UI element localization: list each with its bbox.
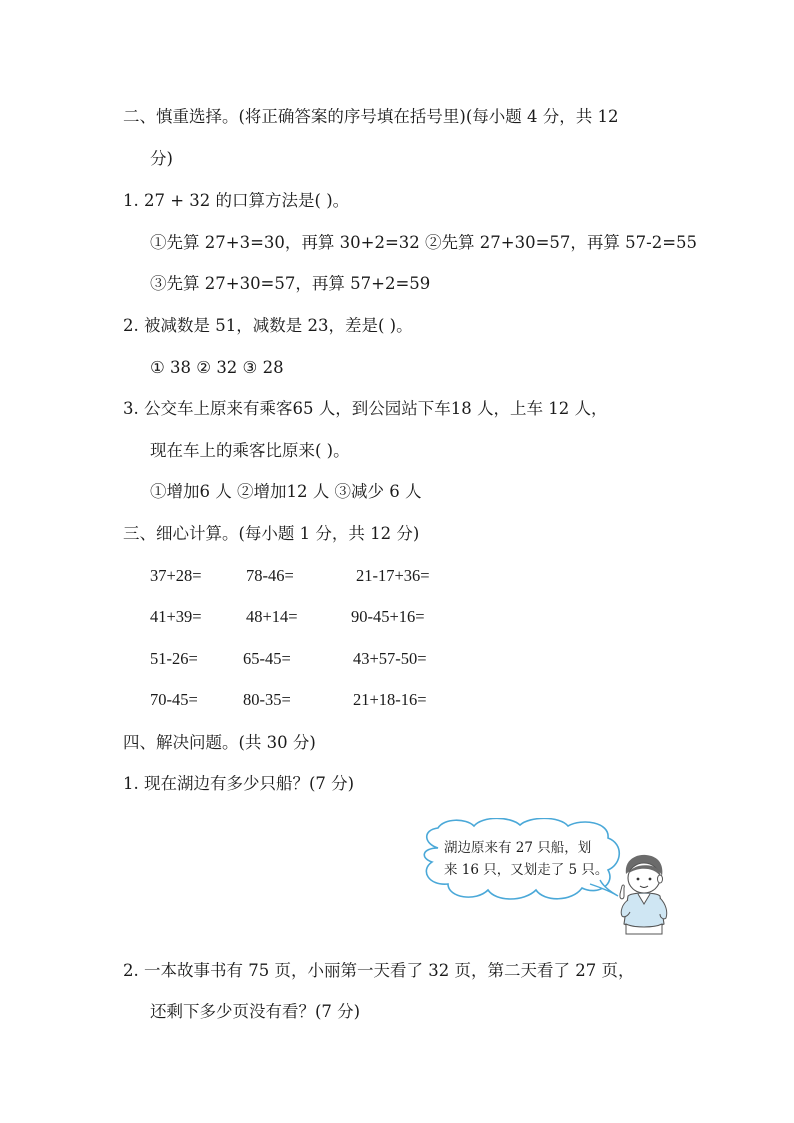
calc-item: 51-26=: [150, 649, 198, 668]
q3-options: ①增加6 人 ②增加12 人 ③减少 6 人: [150, 482, 422, 501]
calc-item: 80-35=: [243, 690, 291, 709]
calc-item: 21+18-16=: [353, 690, 427, 709]
q2-stem: 2. 被减数是 51，减数是 23，差是( )。: [123, 316, 413, 335]
section2-heading-line2: 分): [150, 149, 173, 168]
bubble-text-line2: 来 16 只，又划走了 5 只。: [444, 862, 609, 878]
calc-item: 65-45=: [243, 649, 291, 668]
s4-q2-stem-line1: 2. 一本故事书有 75 页，小丽第一天看了 32 页，第二天看了 27 页，: [123, 961, 635, 980]
calc-item: 21-17+36=: [356, 566, 430, 585]
q2-options: ① 38 ② 32 ③ 28: [150, 358, 284, 377]
q1-stem: 1. 27 + 32 的口算方法是( )。: [123, 191, 350, 210]
bubble-text-line1: 湖边原来有 27 只船，划: [444, 840, 592, 856]
calc-item: 70-45=: [150, 690, 198, 709]
s4-q2-stem-line2: 还剩下多少页没有看？(7 分): [150, 1002, 361, 1021]
calc-item: 41+39=: [150, 607, 202, 626]
section2-heading-line1: 二、慎重选择。(将正确答案的序号填在括号里)(每小题 4 分，共 12: [123, 107, 619, 126]
calc-item: 90-45+16=: [351, 607, 425, 626]
s4-q1-stem: 1. 现在湖边有多少只船？(7 分): [123, 774, 355, 793]
calc-item: 43+57-50=: [353, 649, 427, 668]
section4-heading: 四、解决问题。(共 30 分): [123, 733, 316, 752]
calc-item: 37+28=: [150, 566, 202, 585]
calc-item: 78-46=: [246, 566, 294, 585]
section3-heading: 三、细心计算。(每小题 1 分，共 12 分): [123, 524, 420, 543]
q1-options-line2: ③先算 27+30=57，再算 57+2=59: [150, 274, 431, 293]
q1-options-line1: ①先算 27+3=30，再算 30+2=32 ②先算 27+30=57，再算 57-2=55: [150, 233, 698, 252]
q3-stem-line1: 3. 公交车上原来有乘客65 人，到公园站下车18 人，上车 12 人，: [123, 399, 608, 418]
calc-item: 48+14=: [246, 607, 298, 626]
boy-illustration: [612, 852, 674, 936]
q3-stem-line2: 现在车上的乘客比原来( )。: [150, 441, 350, 460]
